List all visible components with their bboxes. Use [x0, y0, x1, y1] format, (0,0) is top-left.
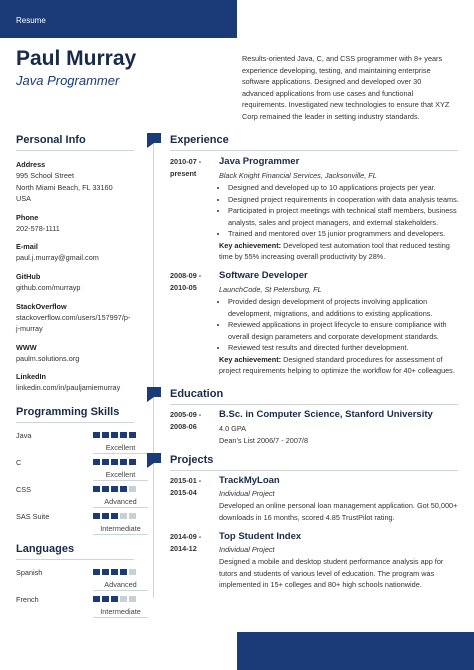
- job-title: Java Programmer: [219, 156, 300, 167]
- skill-name: Java: [16, 430, 32, 440]
- key-achievement-label: Key achievement:: [219, 354, 282, 364]
- language-rating: [93, 569, 136, 575]
- rating-square-filled: [120, 432, 127, 438]
- rating-square-filled: [111, 459, 118, 465]
- rating-square-filled: [120, 569, 127, 575]
- skill-divider: [93, 507, 148, 508]
- language-divider: [93, 617, 148, 618]
- rating-square-filled: [120, 459, 127, 465]
- language-row: [16, 567, 137, 595]
- stackoverflow-block: [16, 301, 134, 335]
- rating-square-filled: [93, 569, 100, 575]
- footer-bar: [237, 632, 474, 670]
- stackoverflow-value: stackoverflow.com/users/157997/p-: [16, 312, 131, 322]
- skill-level: Excellent: [105, 469, 136, 479]
- skill-rating: [93, 459, 136, 465]
- entry-body: [219, 408, 459, 446]
- stackoverflow-value: j-murray: [16, 324, 43, 334]
- timeline-line: [153, 138, 154, 598]
- language-name: Spanish: [16, 567, 43, 577]
- address-line: USA: [16, 194, 32, 204]
- job-bullet: • Trained and mentored over 15 junior programmers and developers.: [228, 228, 459, 240]
- entry-body: [219, 530, 459, 591]
- rating-square-empty: [129, 569, 136, 575]
- education-heading: Education: [170, 388, 224, 400]
- project-desc: tutors and students of various level of education. The program was: [219, 568, 435, 578]
- experience-divider: [170, 150, 458, 151]
- skill-rating: [93, 513, 136, 519]
- date-end: 2014-12: [170, 544, 197, 553]
- bookmark-icon: [147, 453, 161, 463]
- key-achievement-text: Designed standard procedures for assessment of project requirements helping to optimize the workflow for 40+ colleagues.: [219, 354, 455, 375]
- rating-square-filled: [102, 432, 109, 438]
- project-desc: downloads in 16 months, scored 4.85 TrustPilot rating.: [219, 512, 395, 522]
- linkedin-value: linkedin.com/in/pauljamiemurray: [16, 383, 121, 393]
- linkedin-block: [16, 371, 134, 394]
- bookmark-icon: [147, 133, 161, 143]
- rating-square-filled: [111, 513, 118, 519]
- deans-list: Dean's List 2006/7 - 2007/8: [219, 435, 309, 445]
- job-bullet: • Designed and developed up to 10 applications projects per year.: [228, 182, 459, 194]
- phone-label: Phone: [16, 212, 39, 222]
- date-end: present: [170, 169, 197, 178]
- skill-level: Intermediate: [100, 523, 141, 533]
- www-value: paulm.solutions.org: [16, 353, 80, 363]
- bookmark-icon: [147, 387, 161, 397]
- skill-rating: [93, 486, 136, 492]
- skill-row: [16, 458, 134, 485]
- entry-body: [219, 474, 459, 523]
- job-bullets: [219, 296, 459, 354]
- project-title: Top Student Index: [219, 531, 302, 542]
- rating-square-empty: [129, 596, 136, 602]
- phone-block: [16, 212, 134, 235]
- rating-square-empty: [120, 596, 127, 602]
- rating-square-filled: [111, 486, 118, 492]
- rating-square-filled: [129, 459, 136, 465]
- project-type: Individual Project: [219, 489, 275, 498]
- date-end: 2015-04: [170, 488, 197, 497]
- key-achievement-text: Developed test automation tool that reduced testing time by 55% increasing overall productivity by 28%.: [219, 240, 450, 261]
- key-achievement: [219, 240, 459, 263]
- address-block: [16, 159, 134, 205]
- skill-name: SAS Suite: [16, 511, 50, 521]
- email-label: E-mail: [16, 242, 38, 252]
- email-block: [16, 241, 134, 264]
- skill-level: Advanced: [104, 496, 137, 506]
- skill-level: Excellent: [105, 442, 136, 452]
- address-line: 995 School Street: [16, 171, 75, 180]
- project-title: TrackMyLoan: [219, 475, 280, 486]
- www-label: WWW: [16, 342, 37, 352]
- rating-square-filled: [102, 459, 109, 465]
- job-bullet: • Participated in project meetings with technical staff members, business analysts, sales and project managers, and external stakeholders.: [228, 205, 459, 228]
- www-block: [16, 342, 134, 365]
- language-name: French: [16, 594, 39, 604]
- github-value: github.com/murrayp: [16, 282, 81, 292]
- skill-name: CSS: [16, 484, 32, 494]
- experience-heading: Experience: [170, 134, 229, 146]
- skill-row: [16, 484, 137, 512]
- date-end: 2008-06: [170, 422, 197, 431]
- rating-square-filled: [111, 432, 118, 438]
- personal-info-heading: Personal Info: [16, 134, 134, 151]
- key-achievement: [219, 354, 459, 377]
- skill-divider: [93, 534, 148, 535]
- github-label: GitHub: [16, 271, 41, 281]
- key-achievement-label: Key achievement:: [219, 240, 282, 250]
- education-divider: [170, 404, 458, 405]
- job-bullets: [219, 182, 459, 240]
- job-bullet: • Reviewed applications in project lifecycle to ensure compliance with overall design parameters and corporate development standards.: [228, 319, 459, 342]
- job-bullet: • Designed project requirements in cooperation with data analysis teams.: [228, 194, 459, 206]
- rating-square-filled: [102, 513, 109, 519]
- project-type: Individual Project: [219, 545, 275, 554]
- rating-square-filled: [102, 486, 109, 492]
- projects-heading: Projects: [170, 454, 214, 466]
- job-title: Software Developer: [219, 270, 308, 281]
- resume-tab-label: Resume: [16, 16, 46, 25]
- language-divider: [93, 590, 148, 591]
- left-column: [16, 134, 141, 622]
- github-block: [16, 271, 134, 294]
- job-company: LaunchCode, St Petersburg, FL: [219, 285, 322, 294]
- rating-square-filled: [93, 459, 100, 465]
- date-start: 2014-09 -: [170, 532, 202, 541]
- entry-date: [170, 531, 212, 555]
- skill-row: [16, 511, 141, 539]
- degree-title: B.Sc. in Computer Science, Stanford University: [219, 409, 433, 420]
- entry-body: [219, 269, 459, 377]
- languages-list: [16, 567, 141, 622]
- email-value: paul.j.murray@gmail.com: [16, 253, 99, 263]
- job-bullet: • Reviewed test results and directed further development.: [228, 342, 459, 354]
- languages-heading: Languages: [16, 543, 134, 560]
- rating-square-filled: [111, 569, 118, 575]
- rating-square-filled: [102, 569, 109, 575]
- programming-skills-heading: Programming Skills: [16, 406, 134, 423]
- candidate-name: Paul Murray: [16, 47, 137, 70]
- skill-rating: [93, 432, 136, 438]
- rating-square-empty: [129, 486, 136, 492]
- address-label: Address: [16, 160, 46, 169]
- entry-date: [170, 156, 212, 180]
- date-start: 2005-09 -: [170, 410, 202, 419]
- gpa: 4.0 GPA: [219, 424, 247, 433]
- language-level: Advanced: [104, 579, 137, 589]
- rating-square-filled: [111, 596, 118, 602]
- rating-square-filled: [93, 432, 100, 438]
- stackoverflow-label: StackOverflow: [16, 301, 67, 311]
- skill-name: C: [16, 457, 22, 467]
- rating-square-empty: [129, 513, 136, 519]
- skills-list: [16, 430, 141, 539]
- job-bullet: • Provided design development of projects involving application development, migrations, and additions to existing applications.: [228, 296, 459, 319]
- skill-row: [16, 431, 134, 458]
- entry-date: [170, 475, 212, 499]
- rating-square-filled: [93, 486, 100, 492]
- entry-body: [219, 155, 459, 263]
- project-desc: implemented in 15+ colleges and 80+ high schools nationwide.: [219, 580, 422, 589]
- linkedin-label: LinkedIn: [16, 372, 46, 382]
- language-level: Intermediate: [100, 606, 141, 616]
- rating-square-filled: [129, 432, 136, 438]
- summary-text: Results-oriented Java, C, and CSS programmer with 8+ years experience developing, testing, and maintaining enterprise software applications. Designed and developed over 30 advanced applications from use cases and functional requirements. Investigated new technologies to ensure that XYZ Corp remained the leader in setting industry standards.: [242, 54, 450, 121]
- address-line: North Miami Beach, FL 33160: [16, 182, 113, 192]
- date-start: 2015-01 -: [170, 476, 202, 485]
- date-start: 2008-09 -: [170, 271, 202, 280]
- rating-square-empty: [120, 513, 127, 519]
- header-bar: [0, 0, 237, 38]
- rating-square-filled: [120, 486, 127, 492]
- job-company: Black Knight Financial Services, Jacksonville, FL: [219, 171, 377, 180]
- rating-square-filled: [93, 513, 100, 519]
- project-desc: Designed a mobile and desktop student performance analysis app for: [219, 557, 444, 566]
- projects-divider: [170, 470, 458, 471]
- rating-square-filled: [93, 596, 100, 602]
- entry-date: [170, 409, 212, 433]
- entry-date: [170, 270, 212, 294]
- project-desc: Developed an online personal loan management application. Got 50,000+: [219, 501, 458, 510]
- date-end: 2010-05: [170, 283, 197, 292]
- language-row: [16, 594, 141, 622]
- skill-divider: [93, 453, 148, 454]
- candidate-title: Java Programmer: [16, 73, 120, 88]
- rating-square-filled: [102, 596, 109, 602]
- skill-divider: [93, 480, 148, 481]
- phone-value: 202-578-1111: [16, 223, 60, 233]
- date-start: 2010-07 -: [170, 157, 202, 166]
- language-rating: [93, 596, 136, 602]
